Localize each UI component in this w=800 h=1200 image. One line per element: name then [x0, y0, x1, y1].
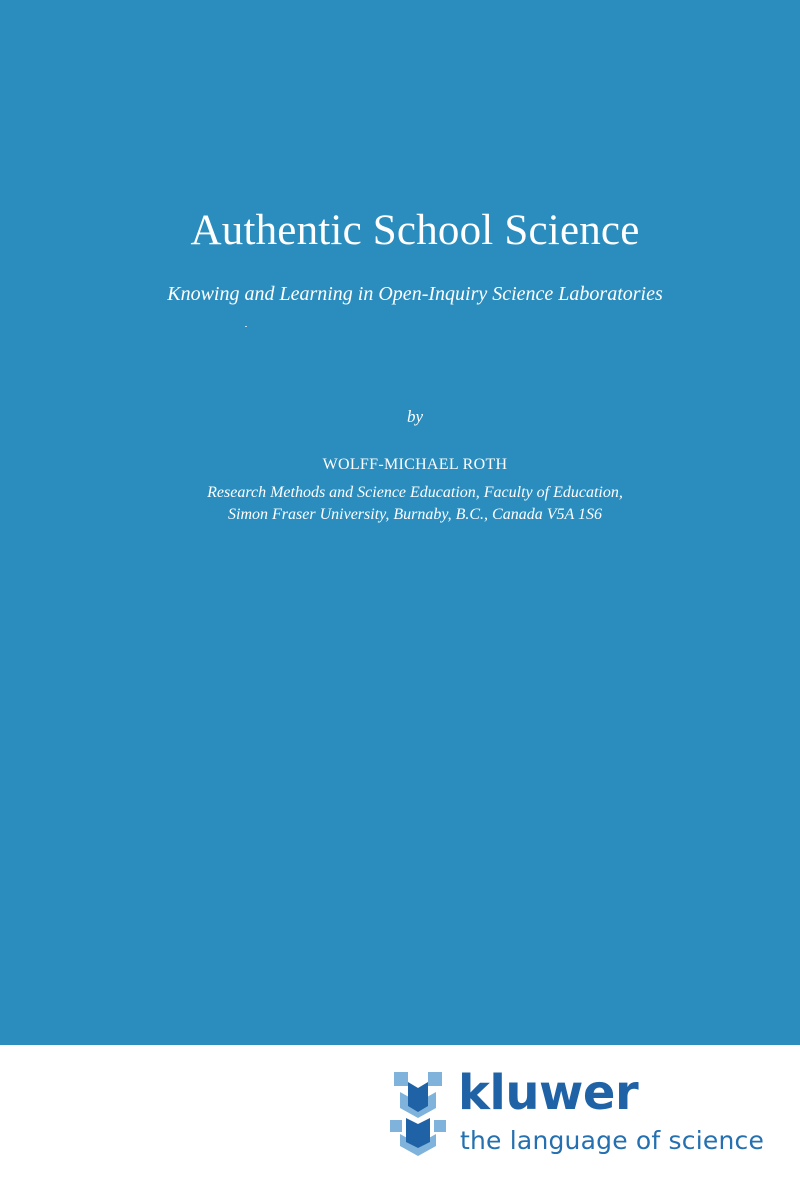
author-name: WOLFF-MICHAEL ROTH — [322, 456, 508, 473]
affiliation-line: Research Methods and Science Education, Faculty of Education, — [207, 484, 623, 501]
author-affiliation — [0, 482, 800, 526]
affiliation-line: Simon Fraser University, Burnaby, B.C., Canada V5A 1S6 — [228, 506, 602, 523]
book-title: Authentic School Science — [190, 207, 640, 254]
publisher-tagline: the language of science — [460, 1126, 765, 1155]
by-line: by — [406, 407, 424, 426]
kluwer-book-mark-icon — [386, 1068, 450, 1158]
book-subtitle: Knowing and Learning in Open-Inquiry Science Laboratories — [167, 283, 663, 305]
cover-speck — [245, 326, 247, 327]
publisher-name: kluwer — [458, 1065, 639, 1121]
